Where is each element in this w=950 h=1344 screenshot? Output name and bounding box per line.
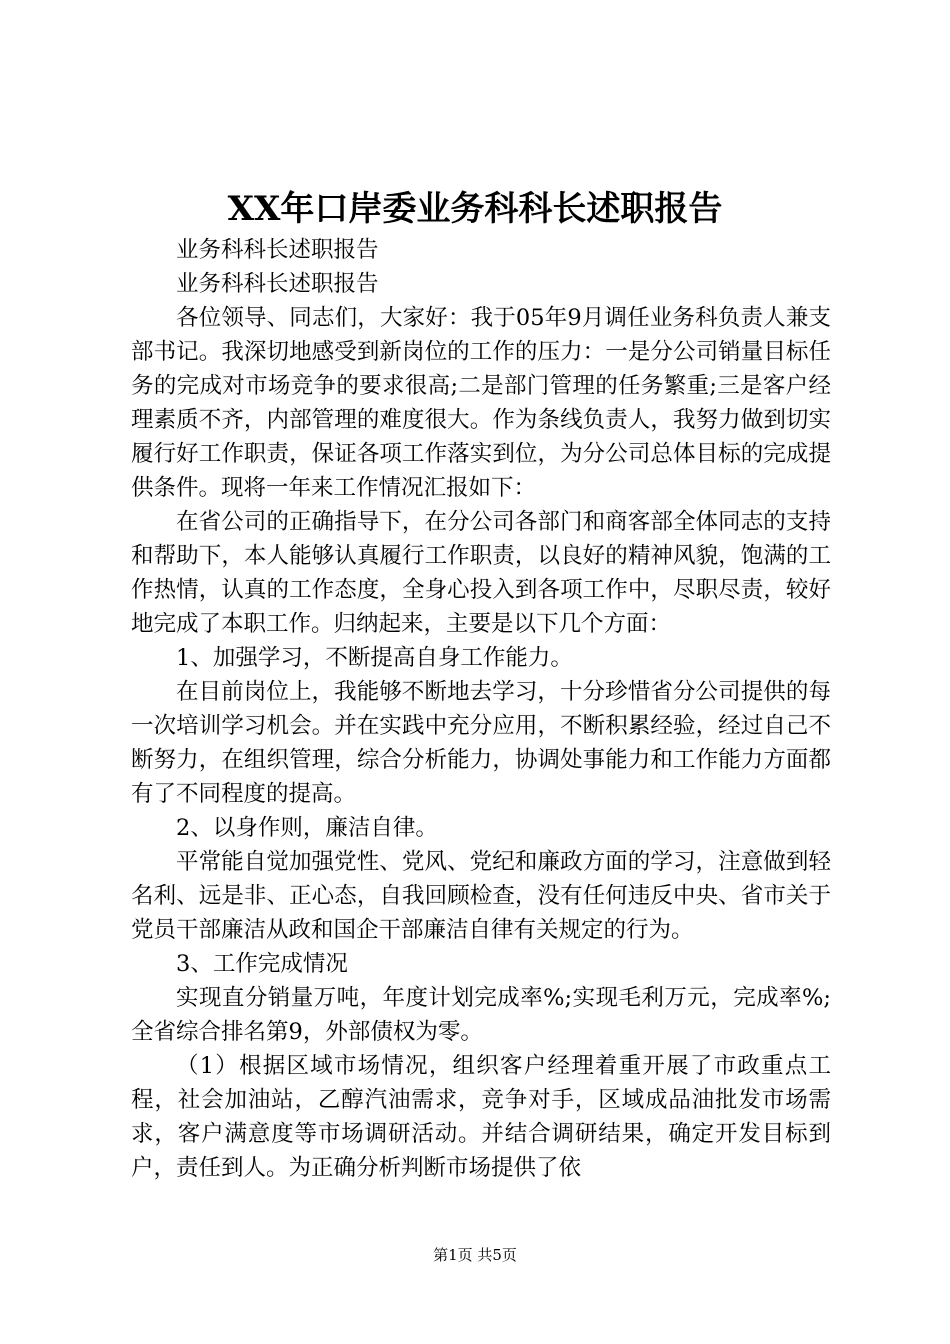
heading-learning: 1、加强学习，不断提高自身工作能力。 — [176, 645, 573, 671]
heading-integrity: 2、以身作则，廉洁自律。 — [176, 815, 438, 841]
paragraph-integrity: 平常能自觉加强党性、党风、党纪和廉政方面的学习，注意做到轻名利、远是非、正心态，自我回顾检查，没有任何违反中央、省市关于党员干部廉洁从政和国企干部廉洁自律有关规定的行为。 — [131, 849, 831, 943]
document-title: XX年口岸委业务科科长述职报告 — [227, 189, 723, 229]
paragraph-greeting: 各位领导、同志们，大家好：我于05年9月调任业务科负责人兼支部书记。我深切地感受到新岗位的工作的压力：一是分公司销量目标任务的完成对市场竞争的要求很高;二是部门管理的任务繁重;三是客户经理素质不齐，内部管理的难度很大。作为条线负责人，我努力做到切实履行好工作职责，保证各项工作落实到位，为分公司总体目标的完成提供条件。现将一年来工作情况汇报如下： — [131, 305, 831, 501]
page-number-footer: 第1页 共5页 — [433, 1246, 517, 1264]
document-body — [131, 233, 831, 1185]
paragraph-subtitle-1: 业务科科长述职报告 — [176, 237, 379, 263]
paragraph-subtitle-2: 业务科科长述职报告 — [176, 271, 379, 297]
paragraph-market-research: （1）根据区域市场情况，组织客户经理着重开展了市政重点工程，社会加油站，乙醇汽油需求，竞争对手，区域成品油批发市场需求，客户满意度等市场调研活动。并结合调研结果，确定开发目标到户，责任到人。为正确分析判断市场提供了依 — [131, 1053, 831, 1181]
paragraph-learning: 在目前岗位上，我能够不断地去学习，十分珍惜省分公司提供的每一次培训学习机会。并在实践中充分应用，不断积累经验，经过自己不断努力，在组织管理，综合分析能力，协调处事能力和工作能力方面都有了不同程度的提高。 — [131, 679, 831, 807]
heading-work-completion: 3、工作完成情况 — [176, 951, 348, 977]
paragraph-summary: 在省公司的正确指导下，在分公司各部门和商客部全体同志的支持和帮助下，本人能够认真履行工作职责，以良好的精神风貌，饱满的工作热情，认真的工作态度，全身心投入到各项工作中，尽职尽责，较好地完成了本职工作。归纳起来，主要是以下几个方面： — [131, 509, 831, 637]
paragraph-work-completion: 实现直分销量万吨，年度计划完成率%;实现毛利万元，完成率%;全省综合排名第9，外部债权为零。 — [131, 985, 831, 1045]
